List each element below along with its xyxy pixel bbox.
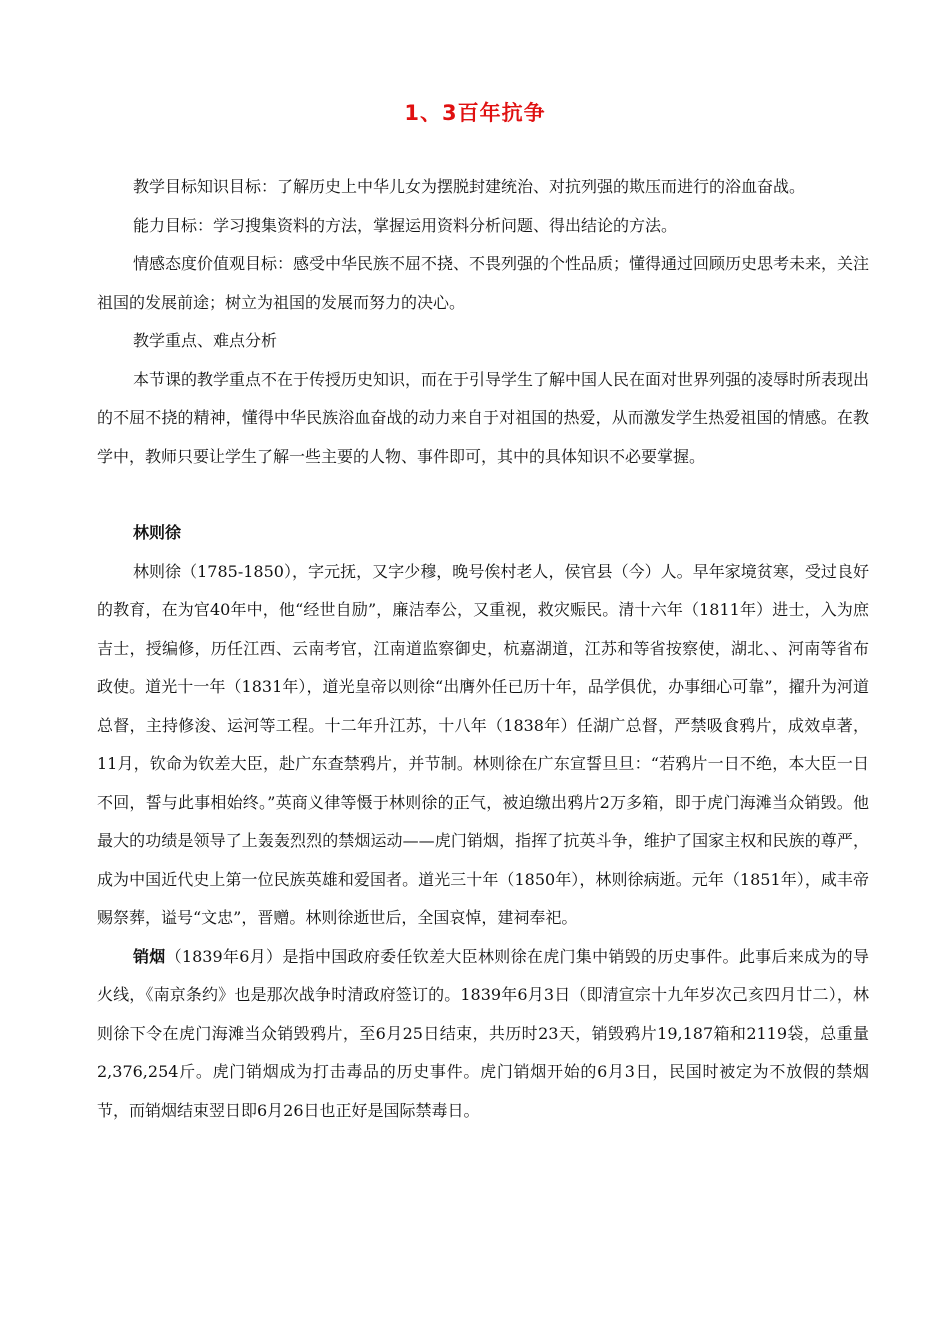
lin-zexu-heading: 林则徐 xyxy=(133,523,182,542)
opium-lead-term: 销烟 xyxy=(133,946,166,966)
knowledge-objective: 教学目标知识目标：了解历史上中华儿女为摆脱封建统治、对抗列强的欺压而进行的浴血奋战。 xyxy=(133,177,806,196)
document-body xyxy=(97,168,869,1130)
key-points-paragraph: 本节课的教学重点不在于传授历史知识，而在于引导学生了解中国人民在面对世界列强的凌辱时所表现出的不屈不挠的精神，懂得中华民族浴血奋战的动力来自于对祖国的热爱，从而激发学生热爱祖国的情感。在教学中，教师只要让学生了解一些主要的人物、事件即可，其中的具体知识不必要掌握。 xyxy=(97,369,870,466)
section-spacer xyxy=(97,476,869,514)
page-title: 1、3百年抗争 xyxy=(404,101,546,125)
emotion-objective: 情感态度价值观目标：感受中华民族不屈不挠、不畏列强的个性品质；懂得通过回顾历史思考未来，关注祖国的发展前途；树立为祖国的发展而努力的决心。 xyxy=(97,254,870,312)
opium-paragraph xyxy=(97,938,869,1131)
lin-zexu-paragraph: 林则徐（1785-1850），字元抚，又字少穆，晚号俟村老人，侯官县（今）人。早年家境贫寒，受过良好的教育，在为官40年中，他“经世自励”，廉洁奉公，又重视，救灾赈民。清十六年（1811年）进士，入为庶吉士，授编修，历任江西、云南考官，江南道监察御史，杭嘉湖道，江苏和等省按察使，湖北、、河南等省布政使。道光十一年（1831年），道光皇帝以则徐“出膺外任已历十年，品学俱优，办事细心可靠”，擢升为河道总督，主持修浚、运河等工程。十二年升江苏，十八年（1838年）任湖广总督，严禁吸食鸦片，成效卓著，11月，钦命为钦差大臣，赴广东查禁鸦片，并节制。林则徐在广东宣誓旦旦：“若鸦片一日不绝，本大臣一日不回，誓与此事相始终。”英商义律等慑于林则徐的正气，被迫缴出鸦片2万多箱，即于虎门海滩当众销毁。他最大的功绩是领导了上轰轰烈烈的禁烟运动——虎门销烟，指挥了抗英斗争，维护了国家主权和民族的尊严，成为中国近代史上第一位民族英雄和爱国者。道光三十年（1850年），林则徐病逝。元年（1851年），咸丰帝赐祭葬，谥号“文忠”，晋赠。林则徐逝世后，全国哀悼，建祠奉祀。 xyxy=(97,561,869,927)
opium-text: （1839年6月）是指中国政府委任钦差大臣林则徐在虎门集中销毁的历史事件。此事后来成为的导火线，《南京条约》也是那次战争时清政府签订的。1839年6月3日（即清宣宗十九年岁次己亥四月廿二），林则徐下令在虎门海滩当众销毁鸦片，至6月25日结束，共历时23天，销毁鸦片19,187箱和2119袋，总重量2,376,254斤。虎门销烟成为打击毒品的历史事件。虎门销烟开始的6月3日，民国时被定为不放假的禁烟节，而销烟结束翌日即6月26日也正好是国际禁毒日。 xyxy=(97,946,869,1120)
key-points-heading: 教学重点、难点分析 xyxy=(133,331,278,350)
ability-objective: 能力目标：学习搜集资料的方法，掌握运用资料分析问题、得出结论的方法。 xyxy=(133,215,678,235)
